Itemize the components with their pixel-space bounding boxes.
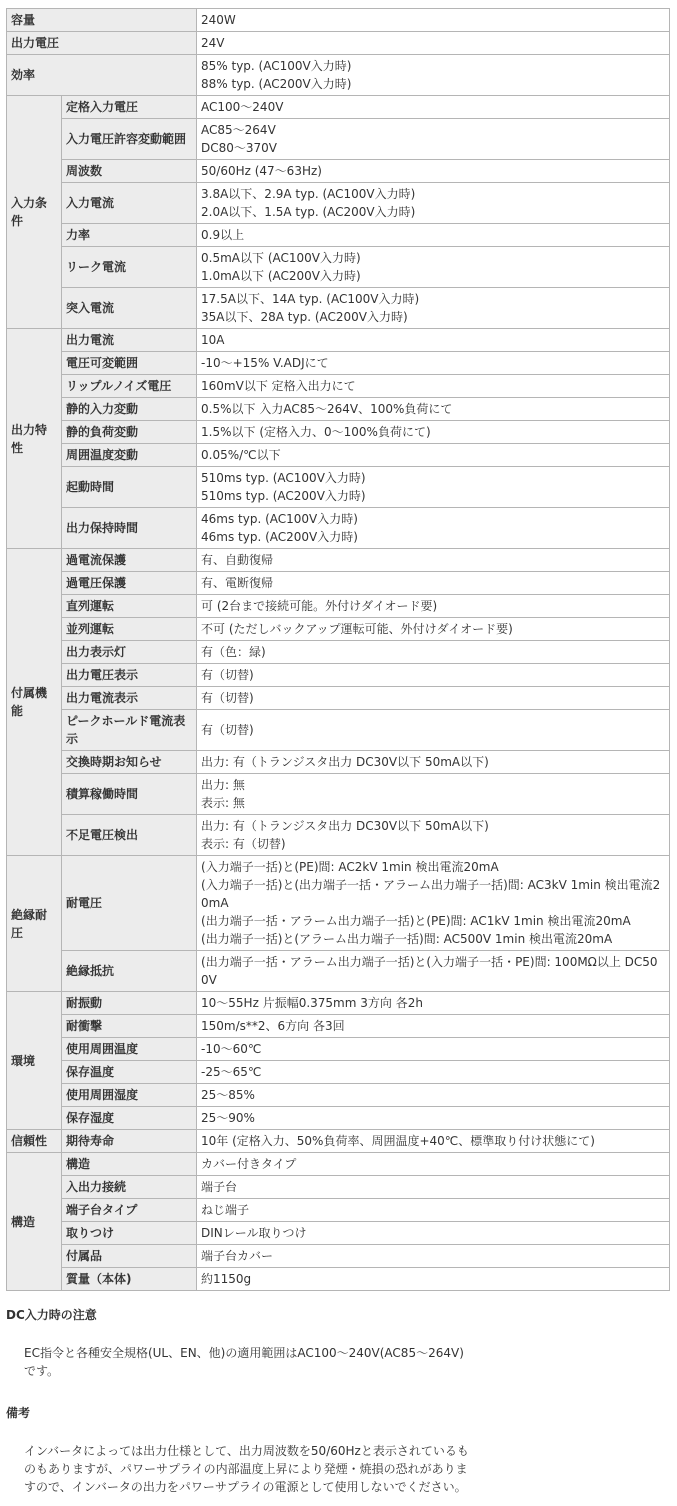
spec-group-label: 構造 <box>7 1153 62 1291</box>
spec-group-label: 信頼性 <box>7 1130 62 1153</box>
spec-label: 出力保持時間 <box>62 508 197 549</box>
spec-value-line: 有（切替) <box>201 691 254 705</box>
spec-value <box>197 549 670 572</box>
spec-label: 周波数 <box>62 160 197 183</box>
spec-value-line: 88% typ. (AC200V入力時) <box>201 77 352 91</box>
spec-row <box>7 55 670 96</box>
spec-label: 起動時間 <box>62 467 197 508</box>
spec-table-body <box>7 9 670 1291</box>
spec-row <box>7 641 670 664</box>
spec-label: 過電流保護 <box>62 549 197 572</box>
spec-label: リーク電流 <box>62 247 197 288</box>
spec-group-label: 環境 <box>7 992 62 1130</box>
spec-value-line: 10A <box>201 333 225 347</box>
spec-row <box>7 751 670 774</box>
spec-value-line: 有（切替) <box>201 668 254 682</box>
dc-input-note-text: EC指令と各種安全規格(UL、EN、他)の適用範囲はAC100～240V(AC85～264V)です。 <box>24 1346 464 1378</box>
spec-row <box>7 32 670 55</box>
spec-value-line: 510ms typ. (AC200V入力時) <box>201 489 366 503</box>
spec-value <box>197 329 670 352</box>
spec-row <box>7 815 670 856</box>
spec-value-line: 2.0A以下、1.5A typ. (AC200V入力時) <box>201 205 416 219</box>
spec-value-line: 有、電断復帰 <box>201 576 274 590</box>
spec-row <box>7 444 670 467</box>
spec-row <box>7 618 670 641</box>
spec-row <box>7 329 670 352</box>
spec-row <box>7 951 670 992</box>
spec-value-line: 約1150g <box>201 1272 252 1286</box>
spec-label: 並列運転 <box>62 618 197 641</box>
spec-row <box>7 352 670 375</box>
spec-value-line: 50/60Hz (47～63Hz) <box>201 164 322 178</box>
spec-value <box>197 55 670 96</box>
spec-value <box>197 1084 670 1107</box>
spec-row <box>7 992 670 1015</box>
spec-label: ピークホールド電流表示 <box>62 710 197 751</box>
spec-row <box>7 572 670 595</box>
spec-table <box>6 8 670 1291</box>
spec-value <box>197 467 670 508</box>
spec-group-label: 入力条件 <box>7 96 62 329</box>
dc-input-note <box>6 1306 670 1380</box>
spec-row <box>7 247 670 288</box>
spec-label: 静的負荷変動 <box>62 421 197 444</box>
spec-value-line: DC80～370V <box>201 141 278 155</box>
spec-group-label: 付属機能 <box>7 549 62 856</box>
spec-row <box>7 9 670 32</box>
spec-label: 耐電圧 <box>62 856 197 951</box>
spec-row <box>7 375 670 398</box>
spec-value <box>197 160 670 183</box>
spec-value-line: -10～60℃ <box>201 1042 262 1056</box>
spec-value-line: 有（切替) <box>201 723 254 737</box>
spec-label: 効率 <box>7 55 197 96</box>
spec-value <box>197 951 670 992</box>
spec-row <box>7 1268 670 1291</box>
spec-value-line: 有、自動復帰 <box>201 553 274 567</box>
spec-label: リップルノイズ電圧 <box>62 375 197 398</box>
spec-label: 入出力接続 <box>62 1176 197 1199</box>
spec-value <box>197 352 670 375</box>
spec-label: 突入電流 <box>62 288 197 329</box>
spec-label: 静的入力変動 <box>62 398 197 421</box>
spec-value <box>197 641 670 664</box>
spec-value <box>197 1015 670 1038</box>
spec-label: 付属品 <box>62 1245 197 1268</box>
spec-value <box>197 687 670 710</box>
spec-value <box>197 444 670 467</box>
spec-row <box>7 549 670 572</box>
spec-value-line: 46ms typ. (AC100V入力時) <box>201 512 358 526</box>
spec-row <box>7 710 670 751</box>
spec-label: 出力電圧表示 <box>62 664 197 687</box>
spec-label: 構造 <box>62 1153 197 1176</box>
spec-value-line: 出力: 無 <box>201 778 245 792</box>
spec-value-line: 10～55Hz 片振幅0.375mm 3方向 各2h <box>201 996 423 1010</box>
spec-value <box>197 1061 670 1084</box>
spec-label: 耐衝撃 <box>62 1015 197 1038</box>
spec-label: 使用周囲湿度 <box>62 1084 197 1107</box>
spec-label: 入力電流 <box>62 183 197 224</box>
spec-label: 出力表示灯 <box>62 641 197 664</box>
spec-value <box>197 751 670 774</box>
spec-value <box>197 9 670 32</box>
spec-value-line: 3.8A以下、2.9A typ. (AC100V入力時) <box>201 187 416 201</box>
spec-value <box>197 572 670 595</box>
spec-value-line: (入力端子一括)と(PE)間: AC2kV 1min 検出電流20mA <box>201 860 499 874</box>
spec-label: 耐振動 <box>62 992 197 1015</box>
spec-label: 定格入力電圧 <box>62 96 197 119</box>
spec-value-line: 出力: 有（トランジスタ出力 DC30V以下 50mA以下) <box>201 819 489 833</box>
spec-label: 力率 <box>62 224 197 247</box>
spec-value-line: -10～+15% V.ADJにて <box>201 356 329 370</box>
spec-label: 交換時期お知らせ <box>62 751 197 774</box>
spec-value <box>197 96 670 119</box>
spec-value-line: 24V <box>201 36 225 50</box>
spec-row <box>7 1084 670 1107</box>
spec-value-line: 1.0mA以下 (AC200V入力時) <box>201 269 361 283</box>
spec-value <box>197 1199 670 1222</box>
spec-value-line: 端子台 <box>201 1180 238 1194</box>
spec-row <box>7 687 670 710</box>
spec-value-line: 25～90% <box>201 1111 255 1125</box>
spec-value-line: (入力端子一括)と(出力端子一括・アラーム出力端子一括)間: AC3kV 1min 検出電流20mA <box>201 878 661 910</box>
spec-row <box>7 183 670 224</box>
spec-group-label: 絶縁耐圧 <box>7 856 62 992</box>
spec-value <box>197 774 670 815</box>
spec-label: 期待寿命 <box>62 1130 197 1153</box>
spec-label: 積算稼働時間 <box>62 774 197 815</box>
spec-value <box>197 664 670 687</box>
spec-row <box>7 398 670 421</box>
spec-value-line: 可 (2台まで接続可能。外付けダイオード要) <box>201 599 438 613</box>
spec-value <box>197 1245 670 1268</box>
spec-value-line: 17.5A以下、14A typ. (AC100V入力時) <box>201 292 420 306</box>
spec-row <box>7 160 670 183</box>
spec-value <box>197 119 670 160</box>
spec-value <box>197 856 670 951</box>
spec-group-label: 出力特性 <box>7 329 62 549</box>
spec-row <box>7 1245 670 1268</box>
spec-row <box>7 774 670 815</box>
spec-value-line: 510ms typ. (AC100V入力時) <box>201 471 366 485</box>
spec-row <box>7 1176 670 1199</box>
spec-row <box>7 1015 670 1038</box>
spec-value-line: (出力端子一括)と(アラーム出力端子一括)間: AC500V 1min 検出電流20mA <box>201 932 613 946</box>
spec-value <box>197 247 670 288</box>
spec-value-line: 150m/s**2、6方向 各3回 <box>201 1019 345 1033</box>
spec-value-line: 1.5%以下 (定格入力、0～100%負荷にて) <box>201 425 431 439</box>
dc-input-note-title: DC入力時の注意 <box>6 1308 97 1322</box>
spec-row <box>7 421 670 444</box>
spec-value-line: 0.5mA以下 (AC100V入力時) <box>201 251 361 265</box>
spec-row <box>7 508 670 549</box>
spec-value <box>197 224 670 247</box>
spec-value <box>197 1038 670 1061</box>
spec-value <box>197 1268 670 1291</box>
spec-label: 質量（本体) <box>62 1268 197 1291</box>
spec-row <box>7 1222 670 1245</box>
spec-value-line: 35A以下、28A typ. (AC200V入力時) <box>201 310 408 324</box>
spec-row <box>7 96 670 119</box>
spec-value <box>197 1176 670 1199</box>
spec-value-line: 85% typ. (AC100V入力時) <box>201 59 352 73</box>
spec-row <box>7 1107 670 1130</box>
remarks-title: 備考 <box>6 1406 31 1420</box>
spec-value <box>197 595 670 618</box>
remarks-text: インバータによっては出力仕様として、出力周波数を50/60Hzと表示されているものもありますが、パワーサプライの内部温度上昇により発煙・焼損の恐れがありますので、インバータの出力をパワーサプライの電源として使用しないでください。 <box>24 1444 469 1494</box>
spec-value-line: (出力端子一括・アラーム出力端子一括)と(PE)間: AC1kV 1min 検出電流20mA <box>201 914 631 928</box>
spec-value-line: DINレール取りつけ <box>201 1226 307 1240</box>
spec-label: 端子台タイプ <box>62 1199 197 1222</box>
spec-label: 不足電圧検出 <box>62 815 197 856</box>
spec-row <box>7 856 670 951</box>
spec-row <box>7 288 670 329</box>
spec-label: 絶縁抵抗 <box>62 951 197 992</box>
spec-row <box>7 1061 670 1084</box>
spec-row <box>7 1199 670 1222</box>
spec-value-line: 0.5%以下 入力AC85～264V、100%負荷にて <box>201 402 453 416</box>
spec-label: 直列運転 <box>62 595 197 618</box>
spec-value-line: 表示: 有（切替) <box>201 837 286 851</box>
spec-row <box>7 467 670 508</box>
spec-label: 保存湿度 <box>62 1107 197 1130</box>
spec-row <box>7 1038 670 1061</box>
spec-value <box>197 421 670 444</box>
spec-value <box>197 398 670 421</box>
spec-value-line: 出力: 有（トランジスタ出力 DC30V以下 50mA以下) <box>201 755 489 769</box>
spec-value-line: -25～65℃ <box>201 1065 262 1079</box>
spec-value-line: カバー付きタイプ <box>201 1157 297 1171</box>
spec-value <box>197 1107 670 1130</box>
spec-value-line: 有（色：緑) <box>201 645 266 659</box>
spec-row <box>7 1153 670 1176</box>
spec-label: 出力電圧 <box>7 32 197 55</box>
spec-label: 周囲温度変動 <box>62 444 197 467</box>
spec-value <box>197 1222 670 1245</box>
spec-value-line: 46ms typ. (AC200V入力時) <box>201 530 358 544</box>
spec-value-line: ねじ端子 <box>201 1203 250 1217</box>
spec-value-line: (出力端子一括・アラーム出力端子一括)と(入力端子一括・PE)間: 100MΩ以上 DC500V <box>201 955 658 987</box>
spec-value <box>197 710 670 751</box>
spec-label: 過電圧保護 <box>62 572 197 595</box>
spec-label: 出力電流 <box>62 329 197 352</box>
spec-value-line: AC100～240V <box>201 100 284 114</box>
spec-value-line: 0.05%/℃以下 <box>201 448 281 462</box>
spec-row <box>7 224 670 247</box>
spec-value <box>197 618 670 641</box>
spec-label: 容量 <box>7 9 197 32</box>
spec-label: 保存温度 <box>62 1061 197 1084</box>
spec-value-line: 表示: 無 <box>201 796 245 810</box>
spec-value <box>197 815 670 856</box>
spec-label: 取りつけ <box>62 1222 197 1245</box>
spec-label: 電圧可変範囲 <box>62 352 197 375</box>
spec-value <box>197 992 670 1015</box>
spec-row <box>7 595 670 618</box>
spec-value <box>197 508 670 549</box>
spec-value <box>197 1153 670 1176</box>
spec-value <box>197 32 670 55</box>
spec-value <box>197 183 670 224</box>
spec-value-line: 不可 (ただしバックアップ運転可能、外付けダイオード要) <box>201 622 513 636</box>
spec-label: 入力電圧許容変動範囲 <box>62 119 197 160</box>
spec-value-line: 10年 (定格入力、50%負荷率、周囲温度+40℃、標準取り付け状態にて) <box>201 1134 595 1148</box>
spec-value-line: 25～85% <box>201 1088 255 1102</box>
spec-value-line: 0.9以上 <box>201 228 245 242</box>
spec-label: 出力電流表示 <box>62 687 197 710</box>
spec-value-line: AC85～264V <box>201 123 276 137</box>
spec-row <box>7 664 670 687</box>
remarks <box>6 1404 670 1496</box>
spec-value <box>197 288 670 329</box>
spec-label: 使用周囲温度 <box>62 1038 197 1061</box>
spec-value <box>197 1130 670 1153</box>
spec-value-line: 160mV以下 定格入出力にて <box>201 379 356 393</box>
spec-row <box>7 119 670 160</box>
spec-value-line: 端子台カバー <box>201 1249 274 1263</box>
spec-row <box>7 1130 670 1153</box>
spec-value-line: 240W <box>201 13 236 27</box>
spec-value <box>197 375 670 398</box>
